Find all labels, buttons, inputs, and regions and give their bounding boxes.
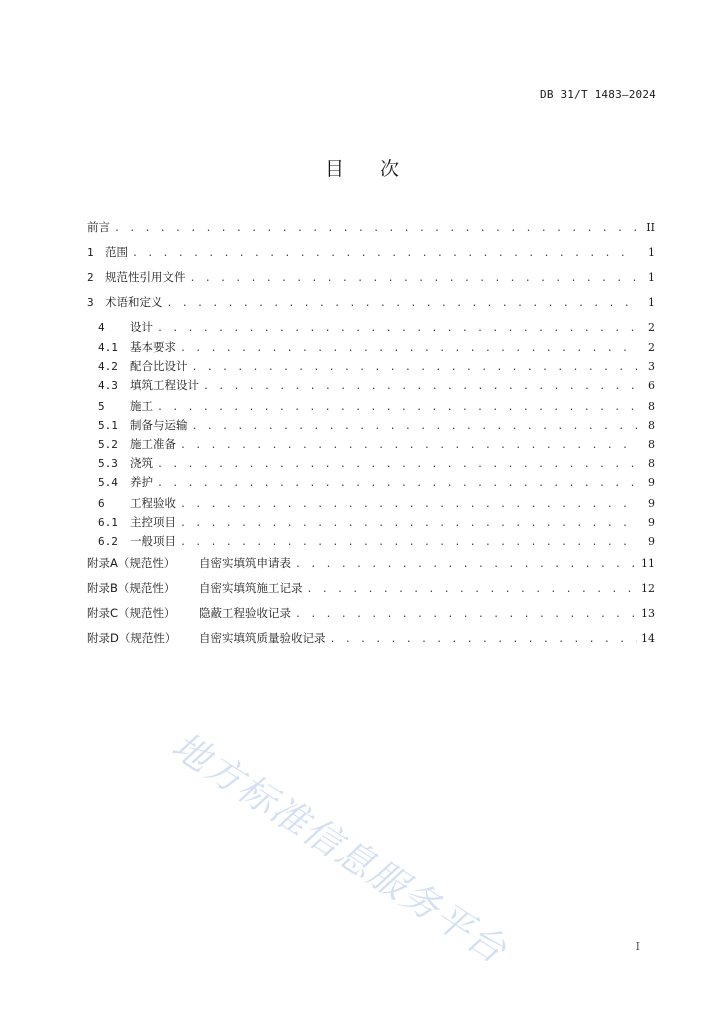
toc-entry-1[interactable] — [87, 244, 655, 269]
toc-entry-label: 浇筑 — [130, 456, 153, 470]
toc-entry-page: 1 — [648, 271, 655, 284]
toc-entry-page: 2 — [648, 321, 655, 334]
toc-entry-page: 8 — [648, 438, 655, 451]
toc-entry-5-3[interactable] — [87, 455, 655, 474]
toc-entry-number: 3 — [87, 296, 94, 309]
dot-leader — [330, 632, 638, 648]
appendix-tag: 附录D（规范性） — [87, 631, 177, 645]
toc-entry-4-3[interactable] — [87, 377, 655, 398]
toc-appendix-a[interactable] — [87, 555, 655, 580]
toc-entry-page: 11 — [641, 557, 655, 570]
dot-leader — [180, 535, 637, 551]
toc-entry-label: 设计 — [130, 320, 153, 334]
toc-entry-5-4[interactable] — [87, 474, 655, 495]
toc-entry-5[interactable] — [87, 398, 655, 417]
toc-entry-page: II — [646, 221, 655, 234]
toc-entry-number: 2 — [87, 271, 94, 284]
toc-entry-page: 2 — [648, 341, 655, 354]
toc-entry-number: 5 — [98, 400, 105, 413]
dot-leader — [192, 419, 638, 435]
toc-entry-page: 9 — [648, 476, 655, 489]
toc-entry-number: 6.2 — [98, 535, 118, 548]
appendix-tag: 附录C（规范性） — [87, 606, 176, 620]
toc-entry-label: 自密实填筑施工记录 — [199, 581, 303, 595]
toc-entry-page: 8 — [648, 419, 655, 432]
toc-appendix-c[interactable] — [87, 605, 655, 630]
toc-entry-page: 12 — [641, 582, 655, 595]
toc-appendix-b[interactable] — [87, 580, 655, 605]
dot-leader — [132, 246, 637, 262]
toc-entry-number: 5.4 — [98, 476, 118, 489]
toc-entry-number: 4.2 — [98, 360, 118, 373]
toc-entry-3[interactable] — [87, 294, 655, 319]
toc-entry-label: 前言 — [87, 220, 110, 234]
toc-entry-6[interactable] — [87, 495, 655, 514]
dot-leader — [157, 321, 637, 337]
table-of-contents — [87, 219, 655, 655]
toc-entry-label: 工程验收 — [130, 496, 176, 510]
appendix-tag: 附录A（规范性） — [87, 556, 176, 570]
toc-entry-number: 5.1 — [98, 419, 118, 432]
toc-entry-number: 6 — [98, 497, 105, 510]
dot-leader — [295, 607, 637, 623]
toc-entry-label: 基本要求 — [130, 340, 176, 354]
toc-appendix-d[interactable] — [87, 630, 655, 655]
toc-entry-label: 养护 — [130, 475, 153, 489]
toc-entry-4[interactable] — [87, 319, 655, 339]
dot-leader — [180, 497, 637, 513]
toc-entry-number: 5.3 — [98, 457, 118, 470]
toc-entry-label: 隐蔽工程验收记录 — [199, 606, 291, 620]
toc-entry-page: 6 — [648, 379, 655, 392]
dot-leader — [307, 582, 638, 598]
toc-entry-number: 4.3 — [98, 379, 118, 392]
dot-leader — [167, 296, 638, 312]
dot-leader — [203, 379, 637, 395]
dot-leader — [157, 400, 637, 416]
toc-entry-page: 8 — [648, 400, 655, 413]
title-char-1: 目 — [324, 158, 344, 180]
toc-entry-number: 5.2 — [98, 438, 118, 451]
toc-entry-4-1[interactable] — [87, 339, 655, 358]
dot-leader — [192, 360, 638, 376]
toc-entry-page: 1 — [648, 246, 655, 259]
toc-entry-page: 1 — [648, 296, 655, 309]
toc-entry-label: 填筑工程设计 — [130, 378, 199, 392]
dot-leader — [190, 271, 638, 287]
toc-entry-page: 14 — [641, 632, 655, 645]
toc-entry-label: 主控项目 — [130, 515, 176, 529]
toc-entry-2[interactable] — [87, 269, 655, 294]
toc-entry-number: 1 — [87, 246, 94, 259]
toc-entry-number: 4.1 — [98, 341, 118, 354]
dot-leader — [157, 457, 637, 473]
toc-entry-page: 8 — [648, 457, 655, 470]
appendix-tag: 附录B（规范性） — [87, 581, 176, 595]
toc-entry-label: 术语和定义 — [105, 295, 163, 309]
document-code: DB 31/T 1483—2024 — [540, 88, 656, 101]
toc-entry-5-2[interactable] — [87, 436, 655, 455]
toc-entry-page: 9 — [648, 497, 655, 510]
title-char-2: 次 — [380, 158, 400, 180]
toc-entry-page: 3 — [648, 360, 655, 373]
toc-entry-6-1[interactable] — [87, 514, 655, 533]
dot-leader — [295, 557, 637, 573]
toc-entry-page: 9 — [648, 535, 655, 548]
toc-entry-foreword[interactable] — [87, 219, 655, 244]
dot-leader — [180, 438, 637, 454]
toc-entry-label: 范围 — [105, 245, 128, 259]
dot-leader — [157, 476, 637, 492]
dot-leader — [180, 516, 637, 532]
toc-entry-label: 自密实填筑质量验收记录 — [199, 631, 326, 645]
toc-entry-5-1[interactable] — [87, 417, 655, 436]
toc-entry-page: 13 — [641, 607, 655, 620]
toc-entry-label: 一般项目 — [130, 534, 176, 548]
toc-entry-6-2[interactable] — [87, 533, 655, 555]
toc-entry-label: 自密实填筑申请表 — [199, 556, 291, 570]
toc-entry-number: 4 — [98, 321, 105, 334]
toc-entry-page: 9 — [648, 516, 655, 529]
toc-entry-label: 规范性引用文件 — [105, 270, 186, 284]
page-number: I — [635, 940, 640, 953]
toc-entry-number: 6.1 — [98, 516, 118, 529]
toc-entry-4-2[interactable] — [87, 358, 655, 377]
toc-entry-label: 施工 — [130, 399, 153, 413]
watermark: 地方标准信息服务平台 — [164, 723, 515, 973]
toc-entry-label: 配合比设计 — [130, 359, 188, 373]
dot-leader — [114, 221, 637, 237]
dot-leader — [180, 341, 637, 357]
page-title — [0, 154, 724, 181]
toc-entry-label: 制备与运输 — [130, 418, 188, 432]
toc-entry-label: 施工准备 — [130, 437, 176, 451]
